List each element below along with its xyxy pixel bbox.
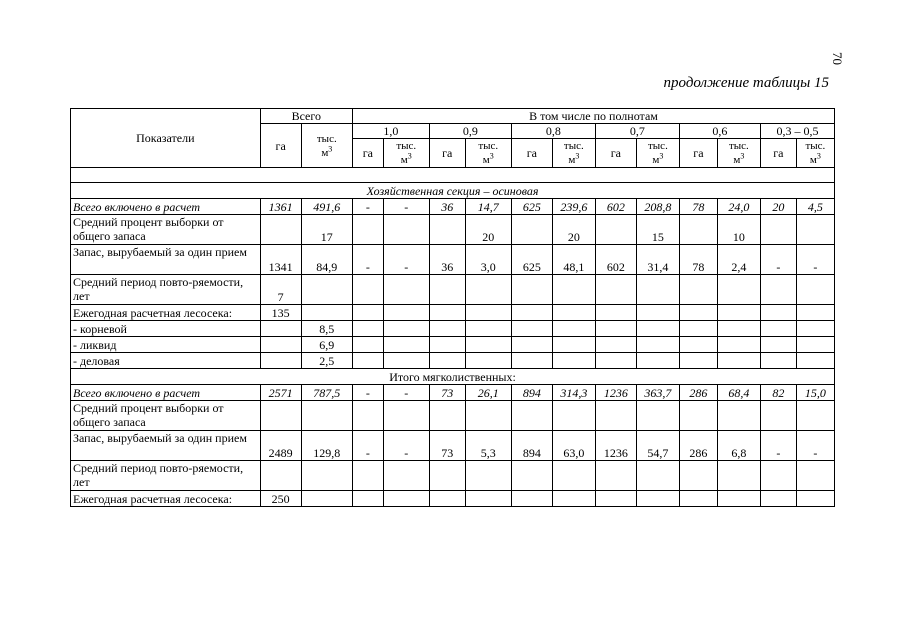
table-row	[71, 431, 835, 461]
table-cell: 239,6	[552, 199, 595, 215]
row-label: - деловая	[71, 353, 261, 369]
table-cell	[465, 401, 511, 431]
table-cell	[465, 353, 511, 369]
table-cell	[429, 305, 465, 321]
row-label: Ежегодная расчетная лесосека:	[71, 305, 261, 321]
section-title: Итого мягколиственных:	[71, 369, 835, 385]
table-cell: 63,0	[552, 431, 595, 461]
table-cell: 73	[429, 385, 465, 401]
table-cell	[595, 321, 636, 337]
table-cell	[796, 275, 834, 305]
table-cell	[760, 491, 796, 507]
table-cell: -	[352, 385, 383, 401]
table-cell	[552, 337, 595, 353]
header-density-6: 0,3 – 0,5	[760, 124, 834, 139]
table-cell: 208,8	[636, 199, 679, 215]
table-cell	[301, 305, 352, 321]
table-cell	[717, 461, 760, 491]
table-cell	[717, 401, 760, 431]
table-row	[71, 305, 835, 321]
table-cell	[429, 491, 465, 507]
table-cell	[760, 401, 796, 431]
table-cell	[595, 401, 636, 431]
table-cell	[429, 321, 465, 337]
table-cell	[260, 401, 301, 431]
table-cell: 8,5	[301, 321, 352, 337]
row-label: Всего включено в расчет	[71, 199, 261, 215]
table-row	[71, 385, 835, 401]
table-cell: -	[796, 245, 834, 275]
table-cell	[679, 353, 717, 369]
header-ha-3: га	[511, 139, 552, 168]
table-row	[71, 321, 835, 337]
table-cell: 31,4	[636, 245, 679, 275]
header-by-density: В том числе по полнотам	[352, 109, 834, 124]
header-thous-m3-3: тыс. $м^3$	[552, 139, 595, 168]
header-thous-m3-1: тыс. $м^3$	[383, 139, 429, 168]
table-cell: 54,7	[636, 431, 679, 461]
table-cell: -	[383, 245, 429, 275]
table-cell: 894	[511, 431, 552, 461]
table-cell	[352, 491, 383, 507]
table-cell	[511, 401, 552, 431]
table-cell	[429, 337, 465, 353]
table-cell	[796, 461, 834, 491]
table-cell: 1236	[595, 385, 636, 401]
table-cell: 24,0	[717, 199, 760, 215]
table-cell	[383, 491, 429, 507]
table-cell: 36	[429, 245, 465, 275]
table-cell: 625	[511, 199, 552, 215]
table-cell	[352, 321, 383, 337]
table-cell	[465, 305, 511, 321]
row-label: Средний период повто-ряемости, лет	[71, 275, 261, 305]
table-cell	[383, 275, 429, 305]
table-cell: 15,0	[796, 385, 834, 401]
table-cell	[352, 305, 383, 321]
table-cell	[679, 275, 717, 305]
table-cell: 129,8	[301, 431, 352, 461]
table-cell: 10	[717, 215, 760, 245]
table-cell: 625	[511, 245, 552, 275]
table-cell	[429, 401, 465, 431]
table-cell	[511, 461, 552, 491]
table-cell	[465, 337, 511, 353]
table-cell	[352, 401, 383, 431]
header-density-4: 0,7	[595, 124, 679, 139]
table-cell	[636, 305, 679, 321]
table-cell: 787,5	[301, 385, 352, 401]
table-cell: 73	[429, 431, 465, 461]
section-title: Хозяйственная секция – осиновая	[71, 183, 835, 199]
table-cell: 1341	[260, 245, 301, 275]
table-cell	[796, 401, 834, 431]
table-row	[71, 401, 835, 431]
table-row	[71, 337, 835, 353]
table-cell	[429, 215, 465, 245]
table-cell	[636, 321, 679, 337]
table-cell	[511, 215, 552, 245]
header-thous-m3-6: тыс. $м^3$	[796, 139, 834, 168]
table-cell	[429, 353, 465, 369]
table-cell: 17	[301, 215, 352, 245]
table-cell: 20	[552, 215, 595, 245]
header-density-3: 0,8	[511, 124, 595, 139]
table-cell: 26,1	[465, 385, 511, 401]
table-cell	[717, 321, 760, 337]
table-cell: 286	[679, 385, 717, 401]
table-cell: -	[352, 199, 383, 215]
table-cell	[383, 401, 429, 431]
table-cell	[796, 305, 834, 321]
table-cell	[552, 275, 595, 305]
table-cell: -	[760, 245, 796, 275]
table-cell	[760, 215, 796, 245]
table-cell	[260, 461, 301, 491]
row-label: Ежегодная расчетная лесосека:	[71, 491, 261, 507]
table-cell: 36	[429, 199, 465, 215]
table-cell: 3,0	[465, 245, 511, 275]
table-cell	[301, 491, 352, 507]
table-cell: 68,4	[717, 385, 760, 401]
table-cell	[595, 491, 636, 507]
table-cell	[383, 461, 429, 491]
table-row	[71, 215, 835, 245]
table-cell	[679, 305, 717, 321]
table-cell	[760, 321, 796, 337]
table-cell: -	[352, 245, 383, 275]
table-cell: -	[796, 431, 834, 461]
table-cell	[383, 353, 429, 369]
table-row	[71, 353, 835, 369]
page-number: 70	[830, 52, 845, 65]
table-cell	[796, 215, 834, 245]
table-cell: 5,3	[465, 431, 511, 461]
table-cell	[511, 305, 552, 321]
table-cell	[760, 275, 796, 305]
table-cell	[595, 353, 636, 369]
table-cell	[465, 491, 511, 507]
table-cell	[552, 401, 595, 431]
table-cell	[383, 321, 429, 337]
header-ha-6: га	[760, 139, 796, 168]
table-cell: 363,7	[636, 385, 679, 401]
spacer-row	[71, 168, 835, 183]
table-cell: 78	[679, 199, 717, 215]
table-cell	[717, 305, 760, 321]
header-indicators: Показатели	[71, 109, 261, 168]
table-cell: 82	[760, 385, 796, 401]
table-cell: 2,4	[717, 245, 760, 275]
table-cell	[679, 461, 717, 491]
table-cell: 314,3	[552, 385, 595, 401]
table-cell	[717, 491, 760, 507]
row-label: - ликвид	[71, 337, 261, 353]
table-cell: -	[760, 431, 796, 461]
table-cell	[429, 461, 465, 491]
table-cell	[636, 491, 679, 507]
data-table	[70, 108, 835, 507]
row-label: Средний процент выборки от общего запаса	[71, 401, 261, 431]
table-cell: 20	[465, 215, 511, 245]
table-cell	[260, 321, 301, 337]
table-cell: 2571	[260, 385, 301, 401]
table-cell	[352, 275, 383, 305]
table-cell	[352, 215, 383, 245]
table-cell: 6,8	[717, 431, 760, 461]
table-cell	[552, 321, 595, 337]
table-row	[71, 199, 835, 215]
table-cell	[260, 215, 301, 245]
table-cell	[595, 337, 636, 353]
row-label: Запас, вырубаемый за один прием	[71, 245, 261, 275]
header-density-2: 0,9	[429, 124, 511, 139]
table-cell	[301, 461, 352, 491]
header-ha-5: га	[679, 139, 717, 168]
table-row	[71, 461, 835, 491]
table-cell	[636, 461, 679, 491]
table-cell	[796, 353, 834, 369]
table-cell	[260, 353, 301, 369]
table-cell	[595, 215, 636, 245]
header-ha-2: га	[429, 139, 465, 168]
table-cell: -	[352, 431, 383, 461]
table-cell	[352, 337, 383, 353]
table-cell	[511, 491, 552, 507]
table-cell: 2,5	[301, 353, 352, 369]
table-cell	[796, 337, 834, 353]
header-density-1: 1,0	[352, 124, 429, 139]
row-label: Всего включено в расчет	[71, 385, 261, 401]
table-cell	[465, 321, 511, 337]
header-row-1	[71, 109, 835, 124]
table-cell	[760, 337, 796, 353]
row-label: - корневой	[71, 321, 261, 337]
header-total-thous: тыс. $м^3$	[301, 124, 352, 168]
table-cell	[383, 305, 429, 321]
table-cell: 2489	[260, 431, 301, 461]
table-cell	[636, 401, 679, 431]
table-cell	[352, 461, 383, 491]
table-row	[71, 491, 835, 507]
table-cell	[636, 275, 679, 305]
table-cell	[679, 491, 717, 507]
header-thous-m3-5: тыс. $м^3$	[717, 139, 760, 168]
table-cell: 894	[511, 385, 552, 401]
header-ha-1: га	[352, 139, 383, 168]
table-cell: 602	[595, 245, 636, 275]
table-cell	[511, 321, 552, 337]
table-cell: 14,7	[465, 199, 511, 215]
table-cell	[679, 337, 717, 353]
row-label: Средний период повто-ряемости, лет	[71, 461, 261, 491]
table-cell: 7	[260, 275, 301, 305]
table-cell	[595, 305, 636, 321]
table-cell: 1236	[595, 431, 636, 461]
table-cell	[552, 353, 595, 369]
table-cell: 84,9	[301, 245, 352, 275]
table-cell: 20	[760, 199, 796, 215]
section2-title-row	[71, 369, 835, 385]
table-cell	[383, 215, 429, 245]
table-row	[71, 245, 835, 275]
table-cell: 78	[679, 245, 717, 275]
continuation-title: продолжение таблицы 15	[663, 75, 829, 91]
table-cell: -	[383, 199, 429, 215]
table-cell	[260, 337, 301, 353]
table-cell	[383, 337, 429, 353]
table-cell	[511, 337, 552, 353]
header-density-5: 0,6	[679, 124, 760, 139]
section1-title-row	[71, 183, 835, 199]
table-cell	[636, 337, 679, 353]
row-label: Средний процент выборки от общего запаса	[71, 215, 261, 245]
header-ha-4: га	[595, 139, 636, 168]
table-cell	[352, 353, 383, 369]
table-cell	[465, 461, 511, 491]
table-cell	[552, 461, 595, 491]
table-cell: 4,5	[796, 199, 834, 215]
table-cell: 6,9	[301, 337, 352, 353]
table-cell	[679, 321, 717, 337]
table-cell	[796, 321, 834, 337]
table-cell: 491,6	[301, 199, 352, 215]
header-thous-m3-4: тыс. $м^3$	[636, 139, 679, 168]
table-cell	[760, 461, 796, 491]
table-cell	[511, 275, 552, 305]
table-cell	[301, 275, 352, 305]
header-thous-m3-2: тыс. $м^3$	[465, 139, 511, 168]
table-cell: 602	[595, 199, 636, 215]
table-cell: 15	[636, 215, 679, 245]
table-cell	[717, 275, 760, 305]
table-cell	[301, 401, 352, 431]
table-cell: -	[383, 431, 429, 461]
table-cell	[717, 353, 760, 369]
table-cell	[760, 305, 796, 321]
table-row	[71, 275, 835, 305]
table-cell: 135	[260, 305, 301, 321]
table-cell	[429, 275, 465, 305]
table-cell: -	[383, 385, 429, 401]
table-cell	[552, 305, 595, 321]
table-cell: 48,1	[552, 245, 595, 275]
table-cell	[595, 461, 636, 491]
table-cell	[511, 353, 552, 369]
header-total-ha: га	[260, 124, 301, 168]
table-cell	[679, 215, 717, 245]
table-cell	[717, 337, 760, 353]
table-cell: 286	[679, 431, 717, 461]
table-cell: 250	[260, 491, 301, 507]
table-cell	[796, 491, 834, 507]
table-cell	[636, 353, 679, 369]
row-label: Запас, вырубаемый за один прием	[71, 431, 261, 461]
table-cell	[465, 275, 511, 305]
table-cell	[552, 491, 595, 507]
table-cell	[595, 275, 636, 305]
table-cell	[760, 353, 796, 369]
table-cell: 1361	[260, 199, 301, 215]
header-total: Всего	[260, 109, 352, 124]
table-cell	[679, 401, 717, 431]
